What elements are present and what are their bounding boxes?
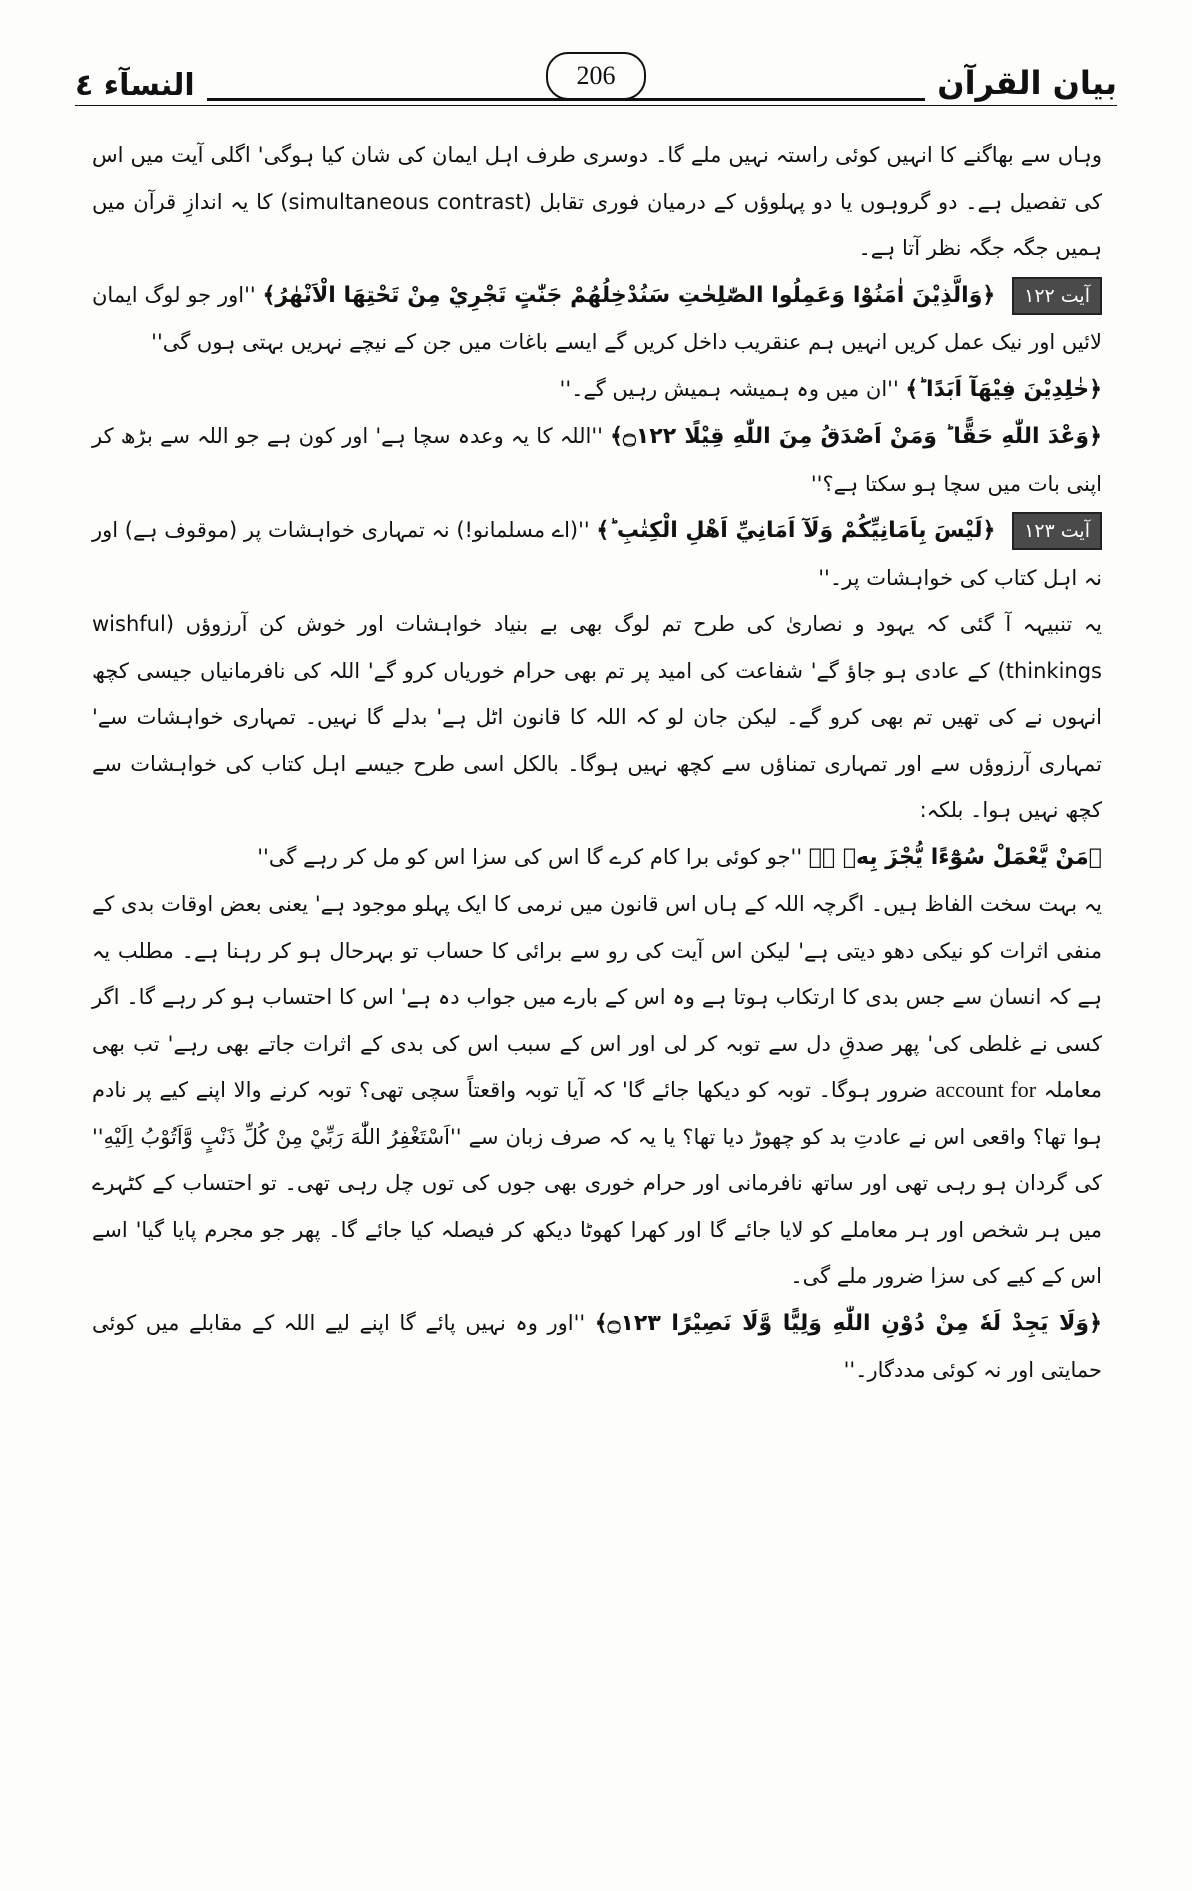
tanbih-paragraph: یہ تنبیہہ آ گئی کہ یہود و نصاریٰ کی طرح تم لوگ بھی بے بنیاد خواہشات اور خوش کن آرزوؤں (wishful thinkings) کے عادی ہو جاؤ گے' شفاعت کی امید پر تم بھی حرام خوریاں کرو گے' اللہ کی نافرمانیاں جیسی کچھ انہوں نے کی تھیں تم بھی کرو گے۔ لیکن جان لو کہ اللہ کا قانون اٹل ہے' بدلے گا نہیں۔ تمہاری خواہشات سے' تمہاری آرزوؤں سے اور تمہاری تمناؤں سے کچھ نہیں ہوگا۔ بالکل اسی طرح جیسے اہل کتاب کی خواہشات سے کچھ نہیں ہوا۔ بلکہ:	[92, 612, 1102, 822]
surah-name: النسآء ٤	[75, 68, 207, 103]
commentary-text-part-2: ضرور ہوگا۔ توبہ کو دیکھا جائے گا' کہ آیا توبہ واقعتاً سچی تھی؟ توبہ کرنے والا اپنے کیے پر نادم ہوا تھا؟ واقعی اس نے عادتِ بد کو چھوڑ دیا تھا؟ یا یہ کہ صرف زبان سے ''اَسْتَغْفِرُ اللّٰهَ رَبِّيْ مِنْ كُلِّ ذَنْبٍ وَّاَتُوْبُ اِلَيْهِ'' کی گردان ہو رہی تھی اور ساتھ نافرمانی اور حرام خوری بھی جوں کی توں چل رہی تھی۔ تو احتساب کے کٹہرے میں ہر شخص اور ہر معاملے کو لایا جائے گا اور کھرا کھوٹا دیکھ کر فیصلہ کیا جائے گا۔ پھر جو مجرم پایا گیا' اسے اس کے کیے کی سزا ضرور ملے گی۔	[92, 1078, 1102, 1288]
verse-translation: ''ان میں وہ ہمیشہ ہمیش رہیں گے۔''	[559, 376, 899, 401]
quran-verse-text: ﴿وَلَا يَجِدْ لَهٗ مِنْ دُوْنِ اللّٰهِ وَلِيًّا وَّلَا نَصِيْرًا ۝۱۲۳﴾	[594, 1310, 1102, 1336]
page-header	[75, 60, 1117, 120]
ayah-122-block	[92, 272, 1102, 366]
verse-translation: ''اللہ کا یہ وعدہ سچا ہے' اور کون ہے جو اللہ سے بڑھ کر اپنی بات میں سچا ہو سکتا ہے؟''	[92, 424, 1102, 496]
page-number: 206	[546, 52, 646, 100]
verse-translation: ''(اے مسلمانو!) نہ تمہاری خواہشات پر (موقوف ہے) اور نہ اہل کتاب کی خواہشات پر۔''	[92, 518, 1102, 590]
page-body	[92, 132, 1102, 1394]
verse-translation: ''اور جو لوگ ایمان لائیں اور نیک عمل کریں انہیں ہم عنقریب داخل کریں گے ایسے باغات میں جن کے نیچے نہریں بہتی ہوں گی''	[92, 282, 1102, 354]
verse-translation: ''اور وہ نہیں پائے گا اپنے لیے اللہ کے مقابلے میں کوئی حمایتی اور نہ کوئی مددگار۔''	[92, 1310, 1102, 1382]
quran-verse-text: ﴿وَعْدَ اللّٰهِ حَقًّا ؕ وَمَنْ اَصْدَقُ مِنَ اللّٰهِ قِيْلًا ۝۱۲۲﴾	[610, 424, 1102, 449]
english-term: account for	[935, 1077, 1037, 1102]
quran-verse-text: ﴿لَيْسَ بِاَمَانِيِّكُمْ وَلَآ اَمَانِيِّ اَهْلِ الْكِتٰبِ ؕ﴾	[596, 518, 996, 543]
intro-paragraph: وہاں سے بھاگنے کا انہیں کوئی راستہ نہیں ملے گا۔ دوسری طرف اہل ایمان کی شان کیا ہوگی' اگلی آیت میں اس کی تفصیل ہے۔ دو گروہوں یا دو پہلوؤں کے درمیان فوری تقابل (simultaneous contrast) کا یہ اندازِ قرآن میں ہمیں جگہ جگہ نظر آتا ہے۔	[92, 143, 1102, 260]
ayah-number-badge: آیت ۱۲۲	[1012, 277, 1102, 315]
quran-verse-text: ﴿وَالَّذِيْنَ اٰمَنُوْا وَعَمِلُوا الصّٰلِحٰتِ سَنُدْخِلُهُمْ جَنّٰتٍ تَجْرِيْ مِنْ تَحْتِهَا الْاَنْهٰرُ﴾	[262, 282, 996, 308]
wad-verse-block	[92, 413, 1102, 507]
quran-verse-text: ﴿خٰلِدِيْنَ فِيْهَآ اَبَدًا ؕ﴾	[905, 376, 1102, 402]
man-verse-block	[92, 834, 1102, 882]
quran-verse-text: ﴿مَنْ يَّعْمَلْ سُوْٓءًا يُّجْزَ بِهٖ ۙ﴾	[808, 844, 1102, 870]
commentary-text-part-1: یہ بہت سخت الفاظ ہیں۔ اگرچہ اللہ کے ہاں اس قانون میں نرمی کا ایک پہلو موجود ہے' یعنی بعض اوقات بدی کے منفی اثرات کو نیکی دھو دیتی ہے' لیکن اس آیت کی رو سے برائی کا حساب تو بہرحال ہو کر رہنا ہے۔ مطلب یہ ہے کہ انسان سے جس بدی کا ارتکاب ہوتا ہے وہ اس کے بارے میں جواب دہ ہے' اس کا احتساب ہو کر رہے گا۔ اگر کسی نے غلطی کی' پھر صدقِ دل سے توبہ کر لی اور اس کے سبب اس کی بدی کے اثرات جاتے بھی رہے' تب بھی معاملہ	[92, 892, 1102, 1102]
la-verse-block	[92, 1300, 1102, 1394]
ayah-123-block	[92, 507, 1102, 601]
khalidin-verse-block	[92, 366, 1102, 414]
commentary-paragraph	[92, 881, 1102, 1300]
ayah-number-badge: آیت ۱۲۳	[1012, 512, 1102, 550]
verse-translation: ''جو کوئی برا کام کرے گا اس کی سزا اس کو مل کر رہے گی''	[257, 844, 803, 869]
book-title: بیان القرآن	[925, 64, 1117, 102]
